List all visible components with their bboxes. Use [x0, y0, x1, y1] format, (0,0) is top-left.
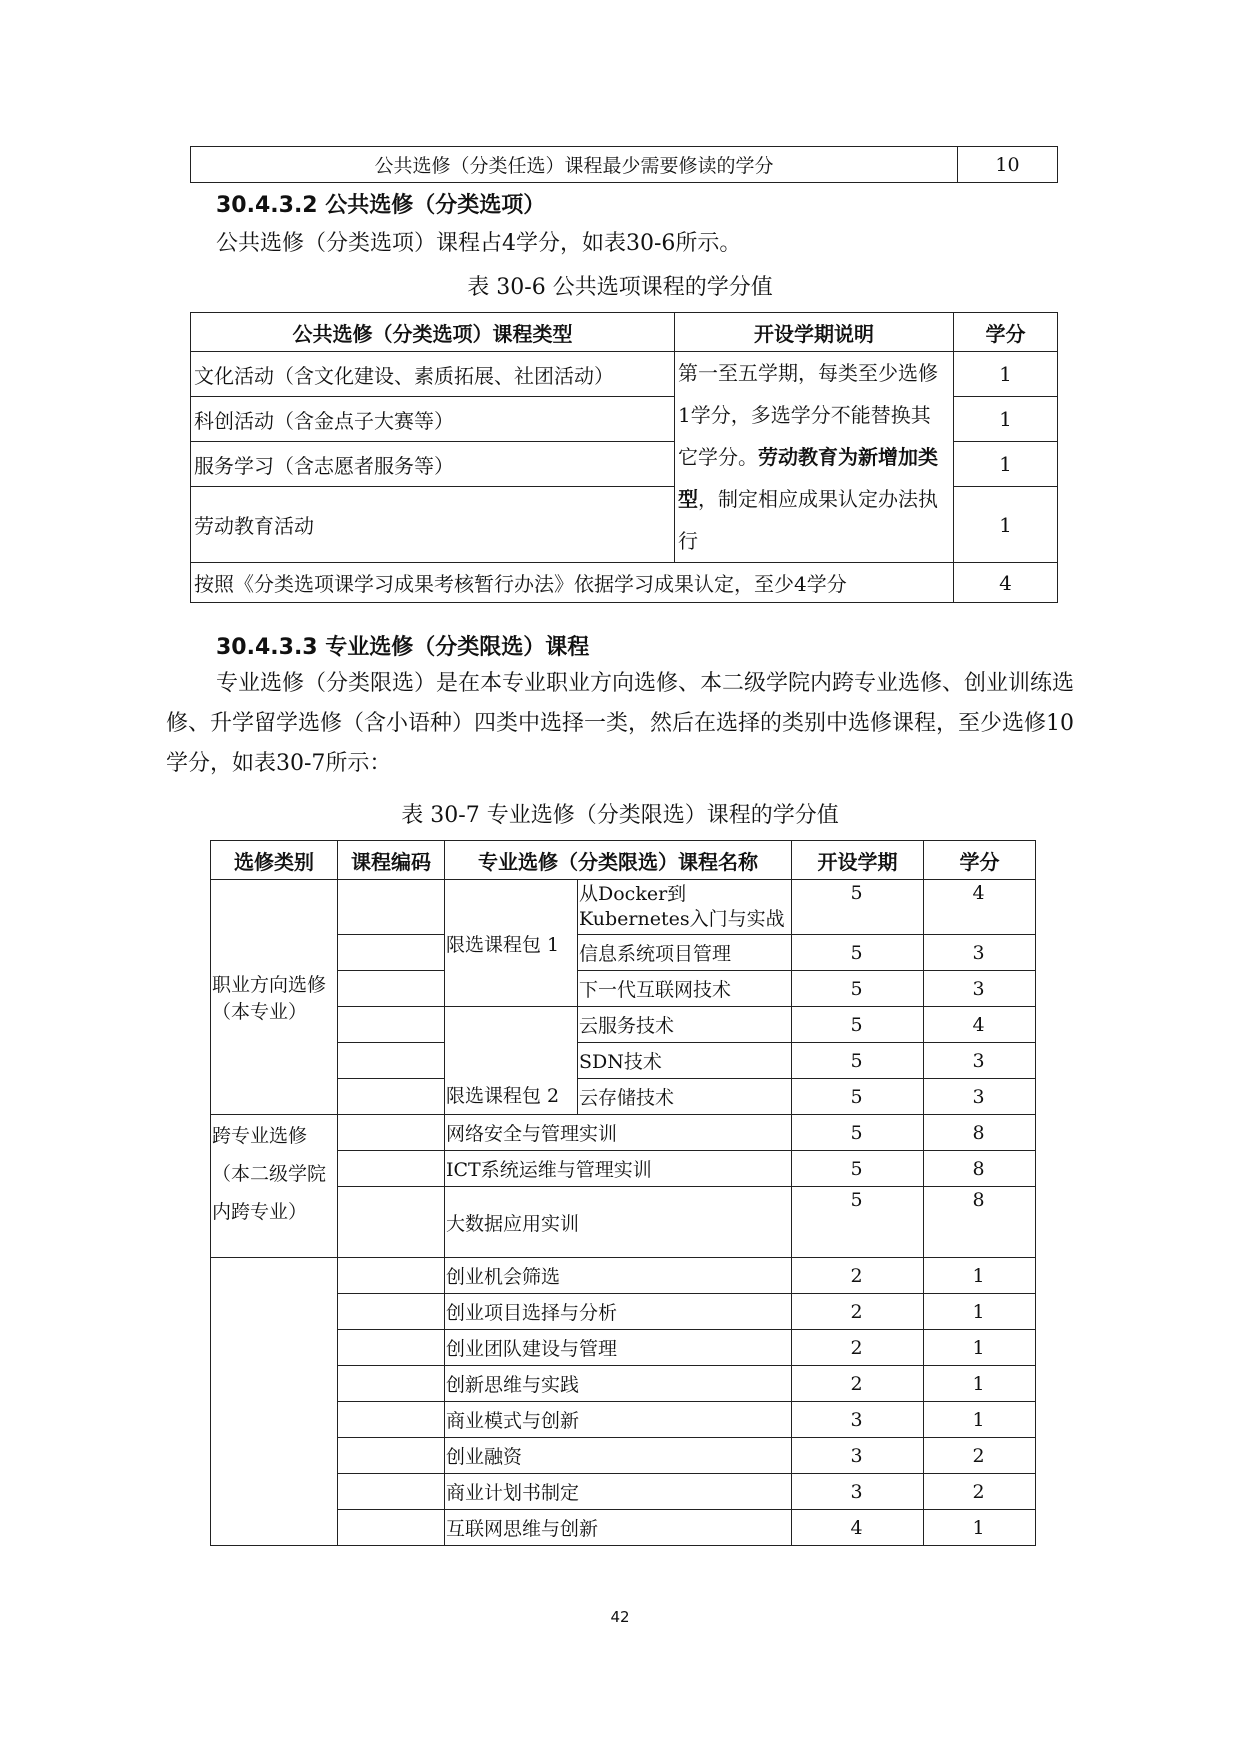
course-credit: 3: [924, 1043, 1036, 1079]
course-code: [338, 935, 445, 971]
col-header-credit: 学分: [924, 841, 1036, 880]
course-name: 创新思维与实践: [445, 1366, 792, 1402]
section-paragraph: 专业选修（分类限选）是在本专业职业方向选修、本二级学院内跨专业选修、创业训练选修、升学留学选修（含小语种）四类中选择一类，然后在选择的类别中选修课程，至少选修10学分，如表30-7所示：: [166, 671, 1075, 776]
course-code: [338, 1151, 445, 1187]
credit: 1: [954, 487, 1058, 563]
term-note-text-2: ，制定相应成果认定办法执行: [678, 487, 938, 553]
course-term: 5: [792, 1151, 924, 1187]
course-term: 2: [792, 1258, 924, 1294]
table-row: [191, 147, 1058, 183]
course-credit: 2: [924, 1438, 1036, 1474]
col-header-term: 开设学期: [792, 841, 924, 880]
course-term: 5: [792, 1043, 924, 1079]
course-term: 5: [792, 1115, 924, 1151]
col-header-category: 选修类别: [211, 841, 338, 880]
course-code: [338, 1079, 445, 1115]
course-code: [338, 1402, 445, 1438]
course-name: 商业模式与创新: [445, 1402, 792, 1438]
previous-table-tail: [190, 146, 1058, 183]
course-code: [338, 1294, 445, 1330]
course-code: [338, 1330, 445, 1366]
course-term: 3: [792, 1402, 924, 1438]
table-row: [191, 352, 1058, 397]
col-header-type: 公共选修（分类选项）课程类型: [191, 313, 675, 352]
col-header-credit: 学分: [954, 313, 1058, 352]
course-code: [338, 1474, 445, 1510]
course-name: 大数据应用实训: [445, 1187, 792, 1258]
course-credit: 2: [924, 1474, 1036, 1510]
course-type: 科创活动（含金点子大赛等）: [191, 397, 675, 442]
course-code: [338, 880, 445, 935]
course-name: 从Docker到Kubernetes入门与实战: [578, 880, 792, 935]
course-credit: 3: [924, 1079, 1036, 1115]
course-name: 云存储技术: [578, 1079, 792, 1115]
course-credit: 1: [924, 1294, 1036, 1330]
course-type: 服务学习（含志愿者服务等）: [191, 442, 675, 487]
table-caption-30-7: 表 30-7 专业选修（分类限选）课程的学分值: [401, 803, 839, 828]
course-name: 网络安全与管理实训: [445, 1115, 792, 1151]
min-credit-value: 10: [958, 147, 1058, 183]
course-term: 3: [792, 1438, 924, 1474]
course-credit: 4: [924, 1007, 1036, 1043]
section-heading-30-4-3-2: 30.4.3.2 公共选修（分类选项）: [216, 193, 546, 218]
course-term: 2: [792, 1330, 924, 1366]
course-name: 商业计划书制定: [445, 1474, 792, 1510]
course-code: [338, 1007, 445, 1043]
category-cross-major: 跨专业选修（本二级学院内跨专业）: [211, 1115, 338, 1258]
course-term: 3: [792, 1474, 924, 1510]
course-code: [338, 1115, 445, 1151]
course-term: 5: [792, 1079, 924, 1115]
course-credit: 4: [924, 880, 1036, 935]
category-entrepreneurship: [211, 1258, 338, 1546]
table-row: [211, 1115, 1036, 1151]
course-name: 创业团队建设与管理: [445, 1330, 792, 1366]
min-credit-label: 公共选修（分类任选）课程最少需要修读的学分: [191, 147, 958, 183]
category-career-direction: 职业方向选修（本专业）: [211, 880, 338, 1115]
col-header-code: 课程编码: [338, 841, 445, 880]
course-code: [338, 1366, 445, 1402]
package-2-label: 限选课程包 2: [445, 1007, 578, 1115]
course-name: 创业机会筛选: [445, 1258, 792, 1294]
course-credit: 3: [924, 971, 1036, 1007]
course-name: ICT系统运维与管理实训: [445, 1151, 792, 1187]
course-name: 云服务技术: [578, 1007, 792, 1043]
course-credit: 1: [924, 1510, 1036, 1546]
term-note-text: 第一至五学期，每类至少选修1学分，多选学分不能替换其它学分。: [678, 361, 938, 469]
package-1-label: 限选课程包 1: [445, 880, 578, 1007]
course-term: 5: [792, 971, 924, 1007]
section-intro: 公共选修（分类选项）课程占4学分，如表30-6所示。: [216, 231, 742, 256]
course-code: [338, 1043, 445, 1079]
course-name: 互联网思维与创新: [445, 1510, 792, 1546]
table-caption-30-6: 表 30-6 公共选项课程的学分值: [467, 275, 773, 300]
col-header-term-note: 开设学期说明: [675, 313, 954, 352]
table-row: [211, 880, 1036, 935]
page-number: 42: [610, 1608, 630, 1626]
term-note-bold: 劳动教育为新增加类型: [678, 445, 938, 511]
course-code: [338, 971, 445, 1007]
term-note: [675, 352, 954, 563]
course-type: 文化活动（含文化建设、素质拓展、社团活动）: [191, 352, 675, 397]
course-term: 2: [792, 1294, 924, 1330]
course-credit: 1: [924, 1402, 1036, 1438]
table-row: [191, 563, 1058, 603]
course-name: 下一代互联网技术: [578, 971, 792, 1007]
credit: 1: [954, 397, 1058, 442]
course-name: SDN技术: [578, 1043, 792, 1079]
table-row: [211, 1258, 1036, 1294]
course-term: 2: [792, 1366, 924, 1402]
course-name: 创业项目选择与分析: [445, 1294, 792, 1330]
course-credit: 8: [924, 1115, 1036, 1151]
course-code: [338, 1510, 445, 1546]
course-term: 5: [792, 1007, 924, 1043]
course-code: [338, 1258, 445, 1294]
table-30-7: [210, 840, 1036, 1546]
course-term: 5: [792, 1187, 924, 1258]
course-credit: 1: [924, 1366, 1036, 1402]
course-credit: 1: [924, 1330, 1036, 1366]
course-credit: 1: [924, 1258, 1036, 1294]
course-term: 5: [792, 935, 924, 971]
course-code: [338, 1187, 445, 1258]
credit: 1: [954, 442, 1058, 487]
summary-credit: 4: [954, 563, 1058, 603]
col-header-course-name: 专业选修（分类限选）课程名称: [445, 841, 792, 880]
course-credit: 3: [924, 935, 1036, 971]
course-credit: 8: [924, 1151, 1036, 1187]
course-term: 4: [792, 1510, 924, 1546]
course-code: [338, 1438, 445, 1474]
course-credit: 8: [924, 1187, 1036, 1258]
table-header-row: [211, 841, 1036, 880]
table-30-6: [190, 312, 1058, 603]
course-name: 信息系统项目管理: [578, 935, 792, 971]
section-heading-30-4-3-3: 30.4.3.3 专业选修（分类限选）课程: [216, 635, 590, 660]
credit: 1: [954, 352, 1058, 397]
table-header-row: [191, 313, 1058, 352]
course-name: 创业融资: [445, 1438, 792, 1474]
course-term: 5: [792, 880, 924, 935]
course-type: 劳动教育活动: [191, 487, 675, 563]
summary-text: 按照《分类选项课学习成果考核暂行办法》依据学习成果认定，至少4学分: [191, 563, 954, 603]
